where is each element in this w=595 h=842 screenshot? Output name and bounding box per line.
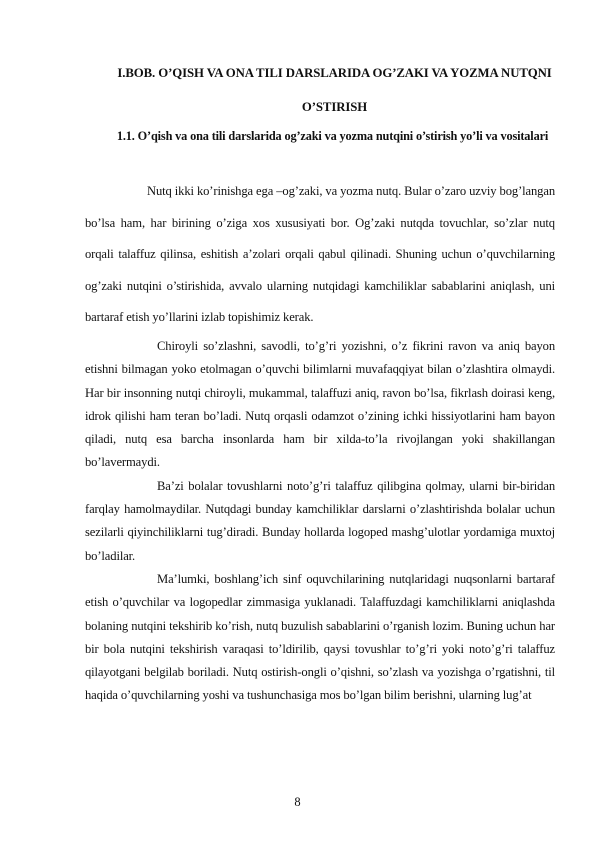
section-title: 1.1. O’qish va ona tili darslarida og’zaki va yozma nutqini o’stirish yo’li va vositalari bbox=[116, 129, 549, 143]
paragraph: Chiroyli so’zlashni, savodli, to’g’ri yozishni, o’z fikrini ravon va aniq bayon etishni bilmagan yoko etolmagan o’quvchi bilimlarni muvafaqqiyat bilan o’zlashtira olmaydi. Har bir insonning nutqi chiroyli, mukammal, talaffuzi aniq, ravon bo’lsa, fikrlash doirasi keng, idrok qilishi ham teran bo’ladi. Nutq orqasli odamzot o’zining ichki hissiyotlarini ham bayon qiladi, nutq esa barcha insonlarda ham bir xilda-to’la rivojlangan yoki shakillangan bo’lavermaydi. bbox=[85, 338, 555, 470]
chapter-title: I.BOB. O’QISH VA ONA TILI DARSLARIDA OG’ZAKI VA YOZMA NUTQNI O’STIRISH bbox=[117, 66, 552, 114]
paragraph: Ma’lumki, boshlang’ich sinf oquvchilarining nutqlaridagi nuqsonlarni bartaraf etish o’quvchilar va logopedlar zimmasiga yuklanadi. Talaffuzdagi kamchiliklarni aniqlashda bolaning nutqini tekshirib ko’rish, nutq buzulish sabablarini o’rganish lozim. Buning uchun har bir bola nutqini tekshirish varaqasi to’ldirilib, qaysi tovushlar to’g’ri yoki noto’g’ri talaffuz qilayotgani belgilab boriladi. Nutq ostirish-ongli o’qishni, so’zlash va yozishga o’rgatishni, til haqida o’quvchilarning yoshi va tushunchasiga mos bo’lgan bilim berishni, ularning lug’at bbox=[85, 571, 555, 703]
paragraph: Nutq ikki ko’rinishga ega –og’zaki, va yozma nutq. Bular o’zaro uzviy bog’langan bo’lsa ham, har birining o’ziga xos xususiyati bor. Og’zaki nutqda tovuchlar, so’zlar nutq orqali talaffuz qilinsa, eshitish a’zolari orqali qabul qilinadi. Shuning uchun o’quvchilarning og’zaki nutqini o’stirishida, avvalo ularning nutqidagi kamchiliklar sabablarini aniqlash, uni bartaraf etish yo’llarini izlab topishimiz kerak. bbox=[85, 184, 555, 325]
body-text bbox=[85, 176, 555, 708]
paragraph: Ba’zi bolalar tovushlarni noto’g’ri talaffuz qilibgina qolmay, ularni bir-biridan farqlay hamolmaydilar. Nutqdagi bunday kamchiliklar darslarni o’zlashtirishda bolalar uchun sezilarli qiyinchiliklarni tug’diradi. Bunday hollarda logoped mashg’ulotlar yordamiga muxtoj bo’ladilar. bbox=[85, 478, 555, 563]
page-number: 8 bbox=[294, 795, 301, 809]
